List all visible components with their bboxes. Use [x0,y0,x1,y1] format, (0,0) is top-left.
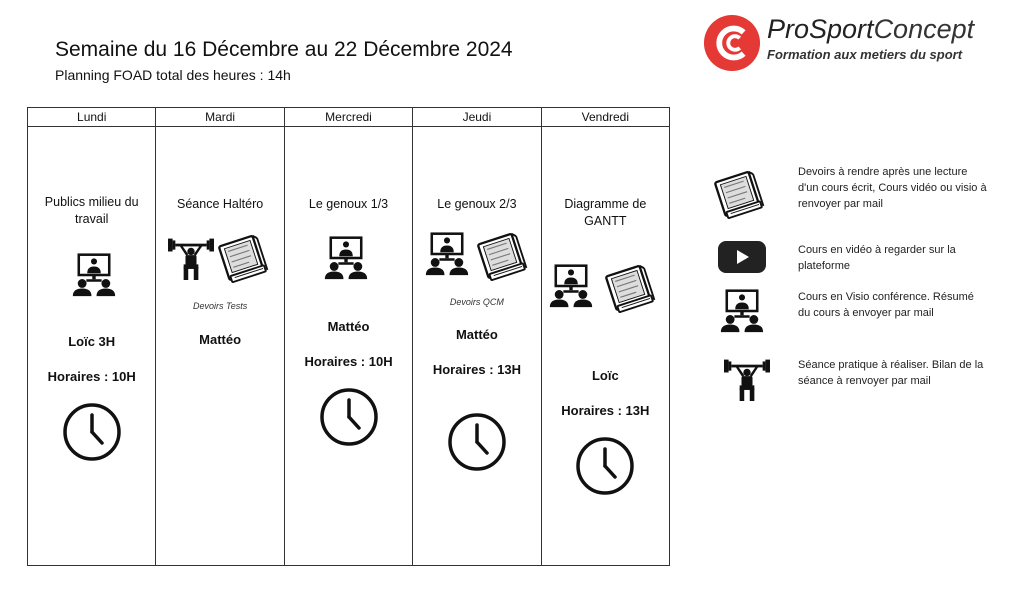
session-title: Publics milieu du travail [44,195,139,226]
weightlifter-icon [168,234,214,280]
page-subtitle: Planning FOAD total des heures : 14h [55,67,291,83]
weekly-schedule [27,107,670,566]
day-header: Mercredi [285,108,412,127]
book-icon [603,262,659,314]
legend-item-book [712,164,1012,224]
homework-note: Devoirs QCM [449,297,504,307]
day-column-vendredi [541,108,669,565]
day-column-mercredi [284,108,412,565]
session-title: Le genoux 1/3 [308,197,389,211]
hours-label: Horaires : 10H [304,354,393,369]
video-conference-icon [425,232,469,276]
legend-text: Séance pratique à réaliser. Bilan de la séance à renvoyer par mail [798,359,984,387]
book-icon [216,232,272,284]
page-title: Semaine du 16 Décembre au 22 Décembre 2024 [55,38,513,61]
youtube-icon [717,240,767,274]
book-icon [712,168,768,220]
homework-note: Devoirs Tests [193,301,248,311]
logo-tagline: Formation aux metiers du sport [767,47,963,62]
instructor-name: Mattéo [455,327,498,342]
logo-mark-icon [703,14,761,72]
instructor-name: Loïc [591,368,619,383]
legend-item-youtube [712,242,1012,278]
session-title: Diagramme de GANTT [564,197,647,228]
video-conference-icon [720,289,764,333]
legend-item-lifter [712,355,1012,405]
hours-label: Horaires : 10H [47,369,136,384]
legend-text: Cours en vidéo à regarder sur la plateforme [798,244,956,272]
clock-icon [575,436,635,496]
logo-name-part2: Concept [873,14,975,44]
day-header: Lundi [28,108,155,127]
day-column-mardi [155,108,283,565]
instructor-name: Mattéo [199,332,242,347]
session-title: Le genoux 2/3 [437,197,517,211]
clock-icon [62,402,122,462]
logo-name [767,14,974,45]
day-header: Vendredi [542,108,669,127]
day-column-jeudi [412,108,540,565]
legend-text: Devoirs à rendre après une lecture d'un cours écrit, Cours vidéo ou visio à renvoyer par mail [798,166,987,210]
session-title: Séance Haltéro [177,197,264,211]
book-icon [475,230,531,282]
video-conference-icon [324,236,368,280]
clock-icon [319,387,379,447]
day-header: Jeudi [413,108,540,127]
day-header: Mardi [156,108,283,127]
legend-text: Cours en Visio conférence. Résumé du cours à envoyer par mail [798,291,974,319]
video-conference-icon [549,264,593,308]
clock-icon [447,412,507,472]
day-column-lundi [28,108,155,565]
legend-item-visio [712,289,1012,337]
hours-label: Horaires : 13H [432,362,521,377]
instructor-name: Loïc 3H [68,334,116,349]
logo-name-part1: ProSport [767,14,874,44]
video-conference-icon [72,253,116,297]
instructor-name: Mattéo [327,319,370,334]
weightlifter-icon [724,355,770,401]
brand-logo [703,12,1013,72]
hours-label: Horaires : 13H [561,403,650,418]
